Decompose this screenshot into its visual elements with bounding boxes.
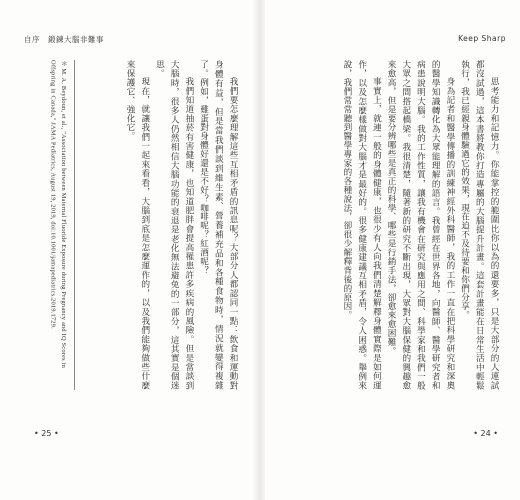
left-paragraph-1: 我們要怎麼理解這些互相矛盾的訊息呢？大部分人都認同一點：飲食和運動對身體有益，但是當我們談到維生素、營養補充品和各種食物時，情況就變得複雜了。例如，雞蛋對身體好還是不好？咖啡呢？紅酒呢？ — [198, 60, 238, 390]
left-paragraph-2: 我們知道抽菸有害健康，也知道肥胖會提高罹患許多疾病的風險。但是當談到大腦時，很多人仍然相信大腦功能的衰退是老化無法避免的一部分，這其實是個迷思。 — [154, 60, 194, 390]
right-paragraph-2: 身為記者和醫學傳播的訓練神經外科醫師，我的工作一直在把科學研究和深奧的醫學知識轉化為大眾能理解的語言。我曾經在世界各地，向醫師、醫學研究者和病患說明大腦。我的工作性質，讓我有機會在研究與應用之間、科學家和我們一般大眾之間搭起橋梁。我很清楚，隨著新的研究不斷出現，大眾對大腦保健的興趣愈來愈高，但是要分辨哪些是真正的科學、哪些是行銷手法，卻愈來愈困難。 — [386, 60, 455, 390]
right-page-number: • 24 • — [473, 429, 498, 438]
right-page-body — [279, 60, 501, 390]
left-page-number: • 25 • — [34, 429, 59, 438]
left-paragraph-3: 現在，就讓我們一起來看看，大腦到底是怎麼運作的，以及我們能夠做些什麼來保護它、強化它。 — [125, 60, 150, 390]
right-page — [265, 0, 520, 500]
left-page-header: 自序 鍛鍊大腦非難事 — [24, 35, 104, 44]
right-paragraph-3: 事實上，就連一般的身體健康，也很少有人向我們清楚解釋身體實際是如何運作，以及怎麼樣做對大腦才是最好的。很多健康建議互相矛盾，令人困惑。舉例來說，我們常常聽到醫學專家的各種說法，卻很少解釋背後的原因。 — [341, 60, 382, 390]
footnote-divider — [74, 60, 75, 390]
right-paragraph-1: 思考能力和記憶力。你能掌控的範圍比你以為的還要多，只是大部分的人連試都沒試過，這本書將教你打造專屬的大腦提升計畫。這套計畫能在日常生活中輕鬆執行，我已經親身體驗過它的效果，現在迫不及待要和你們分享。 — [459, 60, 499, 390]
left-page — [0, 0, 255, 500]
right-page-header: Keep Sharp — [458, 34, 506, 43]
left-page-body — [82, 60, 240, 390]
footnote: ＊ M. A. Beydoun, et al., "Association between Maternal Fluoride Exposure during Pregnancy and IQ Scores in Offspring in Canada," JAMA Pediatrics, August 19, 2019, doi:10.1001/jamapediatrics.2019.1729. — [49, 60, 67, 368]
